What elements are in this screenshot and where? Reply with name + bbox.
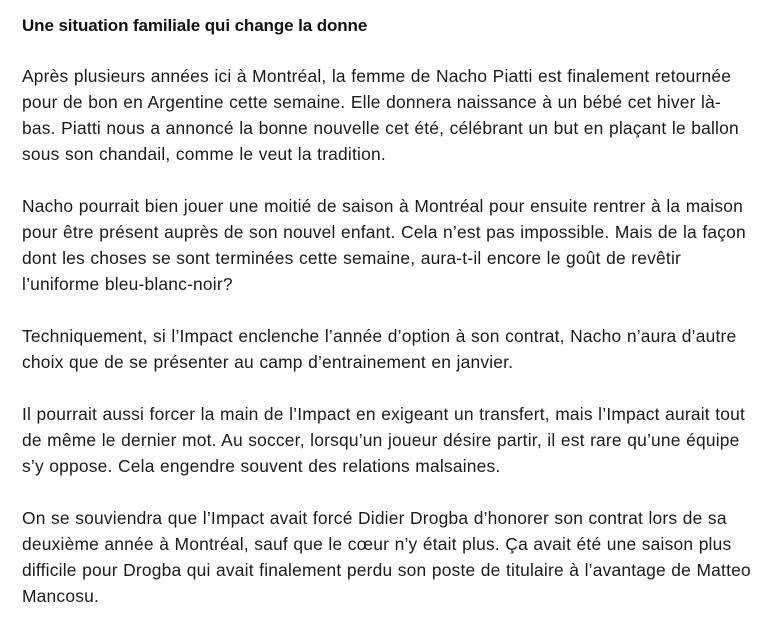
paragraph-5: On se souviendra que l’Impact avait forcé Didier Drogba d’honorer son contrat lors de sa deuxième année à Montréal, sauf que le cœur n’y était plus. Ça avait été une saison plus difficile pour Drogba qui avait finalement perdu son poste de titulaire à l’avantage de Matteo Mancosu. — [22, 508, 751, 606]
paragraph-2: Nacho pourrait bien jouer une moitié de saison à Montréal pour ensuite rentrer à la maison pour être présent auprès de son nouvel enfant. Cela n’est pas impossible. Mais de la façon dont les choses se sont terminées cette semaine, aura-t-il encore le goût de revêtir l’uniforme bleu-blanc-noir? — [22, 196, 746, 294]
paragraph-1: Après plusieurs années ici à Montréal, la femme de Nacho Piatti est finalement retournée pour de bon en Argentine cette semaine. Elle donnera naissance à un bébé cet hiver là-bas. Piatti nous a annoncé la bonne nouvelle cet été, célébrant un but en plaçant le ballon sous son chandail, comme le veut la tradition. — [22, 66, 739, 164]
paragraph-4: Il pourrait aussi forcer la main de l’Impact en exigeant un transfert, mais l’Impact aurait tout de même le dernier mot. Au soccer, lorsqu’un joueur désire partir, il est rare qu’une équipe s’y oppose. Cela engendre souvent des relations malsaines. — [22, 404, 746, 476]
section-heading: Une situation familiale qui change la donne — [22, 16, 368, 35]
article-body — [22, 13, 752, 609]
paragraph-3: Techniquement, si l’Impact enclenche l’année d’option à son contrat, Nacho n’aura d’autre choix que de se présenter au camp d’entrainement en janvier. — [22, 326, 737, 372]
